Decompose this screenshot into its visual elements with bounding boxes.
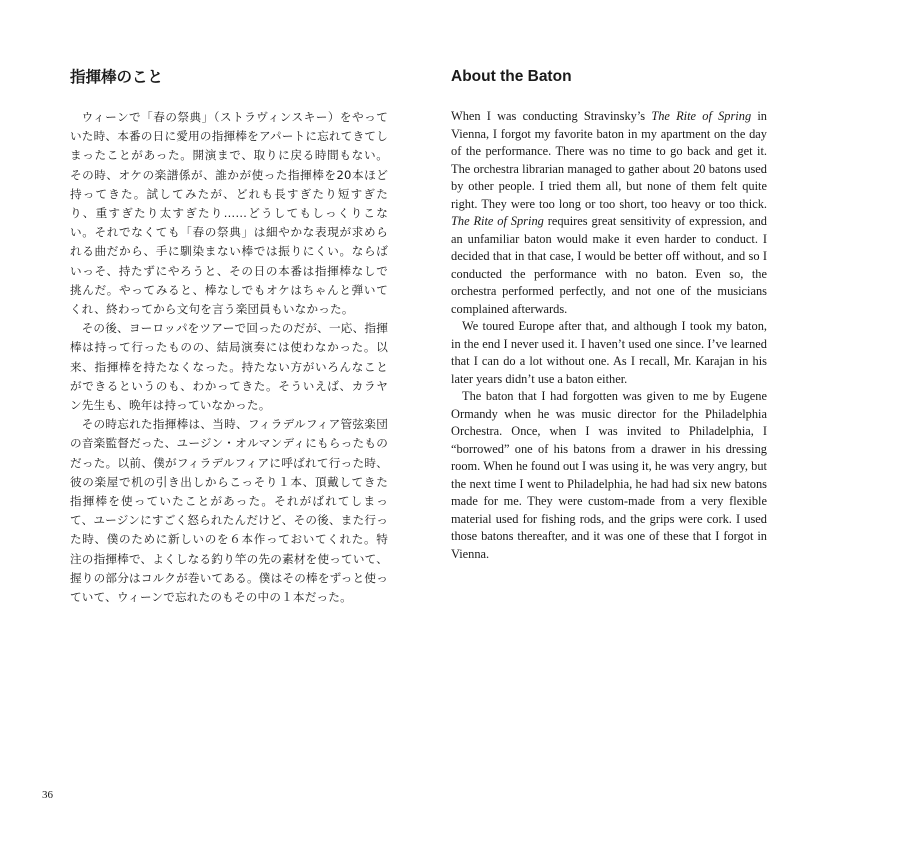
p1-text-a: When I was conducting Stravinsky’s bbox=[451, 109, 652, 123]
english-paragraph-3: The baton that I had forgotten was given to me by Eugene Ormandy when he was music director for the Philadelphia Orchestra. Once, when I was invited to Philadelphia, I “borrowed” one of his batons from a drawer in his dressing room. When he found out I was using it, he was very angry, but the next time I went to Philadelphia, he had had six new batons made for me. They were custom-made from a very flexible material used for fishing rods, and the grips were cork. I used those batons thereafter, and it was one of these that I forgot in Vienna. bbox=[451, 389, 767, 561]
p1-text-b: in Vienna, I forgot my favorite baton in my apartment on the day of the performance. There was no time to go back and get it. The orchestra librarian managed to gather about 20 batons used by other people. I tried them all, but none of them felt quite right. They were too long or too short, too heavy or too thick. bbox=[451, 109, 767, 211]
japanese-paragraph-3: その時忘れた指揮棒は、当時、フィラデルフィア管弦楽団の音楽監督だった、ユージン・オルマンディにもらったものだった。以前、僕がフィラデルフィアに呼ばれて行った時、彼の楽屋で机の引き出しからこっそり１本、頂戴してきた指揮棒を使っていたことがあった。それがばれてしまって、ユージンにすごく怒られたんだけど、その後、また行った時、僕のために新しいのを６本作っておいてくれた。特注の指揮棒で、よくしなる釣り竿の先の素材を使っていて、握りの部分はコルクが巻いてある。僕はその棒をずっと使っていて、ウィーンで忘れたのもその中の１本だった。 bbox=[70, 417, 388, 605]
japanese-paragraph-2: その後、ヨーロッパをツアーで回ったのだが、一応、指揮棒は持って行ったものの、結局演奏には使わなかった。以来、指揮棒を持たなくなった。持たない方がいろんなことができるというのも、わかってきた。そういえば、カラヤン先生も、晩年は持っていなかった。 bbox=[70, 321, 388, 413]
page-number: 36 bbox=[42, 789, 53, 801]
english-paragraph-1 bbox=[451, 108, 767, 318]
rite-of-spring-title-2: The Rite of Spring bbox=[451, 214, 544, 228]
right-page bbox=[451, 64, 767, 563]
english-title: About the Baton bbox=[451, 68, 572, 85]
p1-text-c: requires great sensitivity of expression, and an unfamiliar baton would make it even harder to conduct. I decided that in that case, I would be better off without, and so I conducted the performance with no baton. Even so, the orchestra performed perfectly, and not one of the musicians complained afterwards. bbox=[451, 214, 767, 316]
left-page bbox=[70, 64, 388, 607]
japanese-title: 指揮棒のこと bbox=[70, 68, 164, 86]
rite-of-spring-title-1: The Rite of Spring bbox=[651, 109, 752, 123]
english-body bbox=[451, 108, 767, 563]
english-paragraph-2: We toured Europe after that, and although I took my baton, in the end I never used it. I haven’t used one since. I’ve learned that I can do a lot without one. As I recall, Mr. Karajan in his later years didn’t use a baton either. bbox=[451, 319, 767, 386]
japanese-paragraph-1: ウィーンで「春の祭典」（ストラヴィンスキー）をやっていた時、本番の日に愛用の指揮棒をアパートに忘れてきてしまったことがあった。開演まで、取りに戻る時間もない。その時、オケの楽譜係が、誰かが使った指揮棒を20本ほど持ってきた。試してみたが、どれも長すぎたり短すぎたり、重すぎたり太すぎたり……どうしてもしっくりこない。それでなくても「春の祭典」は細やかな表現が求められる曲だから、手に馴染まない棒では振りにくい。ならばいっそ、持たずにやろうと、その日の本番は指揮棒なしで挑んだ。やってみると、棒なしでもオケはちゃんと弾いてくれ、終わってから文句を言う楽団員もいなかった。 bbox=[70, 110, 388, 317]
japanese-body bbox=[70, 108, 388, 607]
